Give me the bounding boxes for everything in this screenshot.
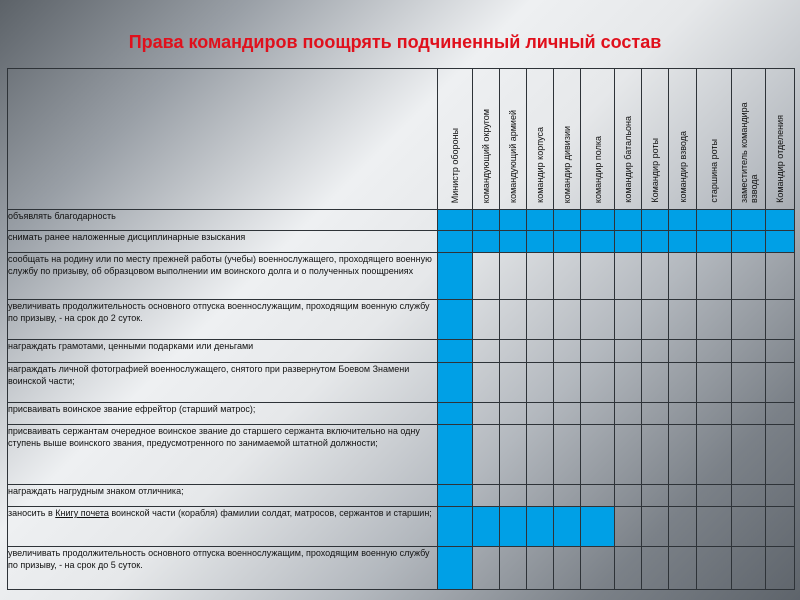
permission-cell-empty — [581, 340, 615, 363]
table-row — [8, 210, 795, 231]
permission-cell-allowed — [554, 231, 581, 253]
permission-cell-allowed — [697, 231, 732, 253]
column-label-8: командир взвода — [677, 131, 688, 203]
permission-cell-empty — [697, 363, 732, 403]
permission-cell-empty — [581, 425, 615, 485]
permission-cell-empty — [669, 253, 697, 300]
permission-cell-empty — [642, 340, 669, 363]
header-corner-cell — [8, 69, 438, 210]
column-label-10: заместитель командира взвода — [738, 102, 759, 203]
column-label-4: командир дивизии — [562, 125, 572, 203]
column-header-0 — [438, 69, 473, 210]
permission-cell-empty — [669, 547, 697, 590]
table-row — [8, 253, 795, 300]
permission-cell-empty — [642, 507, 669, 547]
permission-cell-empty — [697, 485, 732, 507]
permission-cell-empty — [732, 340, 766, 363]
permission-cell-empty — [554, 485, 581, 507]
column-header-11 — [766, 69, 795, 210]
permission-cell-allowed — [473, 507, 500, 547]
column-header-9 — [697, 69, 732, 210]
column-label-2: командующий армией — [508, 110, 518, 203]
column-header-10 — [732, 69, 766, 210]
permission-cell-allowed — [527, 210, 554, 231]
column-header-4 — [554, 69, 581, 210]
permission-cell-empty — [697, 300, 732, 340]
permission-cell-empty — [732, 363, 766, 403]
permission-cell-allowed — [500, 507, 527, 547]
permission-cell-empty — [581, 253, 615, 300]
permission-cell-allowed — [766, 231, 795, 253]
column-label-0: Министр обороны — [450, 127, 460, 203]
permission-cell-allowed — [527, 231, 554, 253]
permission-cell-empty — [642, 485, 669, 507]
permission-cell-empty — [615, 425, 642, 485]
permission-cell-allowed — [438, 253, 473, 300]
column-label-5: командир полка — [592, 135, 603, 203]
permission-cell-allowed — [554, 507, 581, 547]
permission-cell-empty — [473, 485, 500, 507]
permission-cell-empty — [473, 300, 500, 340]
permission-cell-empty — [527, 253, 554, 300]
permission-cell-empty — [473, 340, 500, 363]
permission-cell-empty — [554, 425, 581, 485]
permission-cell-empty — [697, 425, 732, 485]
permission-cell-empty — [732, 425, 766, 485]
column-header-7 — [642, 69, 669, 210]
permission-cell-empty — [642, 363, 669, 403]
permission-cell-empty — [732, 300, 766, 340]
permission-cell-allowed — [500, 231, 527, 253]
row-label: увеличивать продолжительность основного отпуска военнослужащим, проходящим военную службу по призыву, - на срок до 5 суток. — [8, 547, 438, 590]
column-label-7: Командир роты — [650, 138, 660, 203]
permission-cell-empty — [527, 425, 554, 485]
table-row — [8, 485, 795, 507]
permission-cell-empty — [554, 363, 581, 403]
permission-cell-allowed — [615, 231, 642, 253]
column-header-5 — [581, 69, 615, 210]
permission-cell-allowed — [438, 300, 473, 340]
permission-cell-empty — [473, 547, 500, 590]
permission-cell-empty — [500, 547, 527, 590]
permission-cell-empty — [766, 507, 795, 547]
permission-cell-empty — [500, 300, 527, 340]
permission-cell-empty — [615, 547, 642, 590]
column-header-6 — [615, 69, 642, 210]
permission-cell-allowed — [500, 210, 527, 231]
permission-cell-allowed — [642, 210, 669, 231]
permission-cell-empty — [615, 507, 642, 547]
permission-cell-empty — [669, 403, 697, 425]
permission-cell-empty — [615, 253, 642, 300]
permission-cell-empty — [554, 547, 581, 590]
permission-cell-empty — [766, 403, 795, 425]
permission-cell-allowed — [438, 340, 473, 363]
permission-cell-allowed — [581, 210, 615, 231]
permission-cell-empty — [732, 507, 766, 547]
permission-cell-empty — [473, 403, 500, 425]
permission-cell-empty — [615, 363, 642, 403]
page-title: Права командиров поощрять подчиненный личный состав — [128, 32, 662, 52]
table-row — [8, 300, 795, 340]
permission-cell-allowed — [581, 231, 615, 253]
table-row — [8, 547, 795, 590]
row-text-before: заносить в — [8, 508, 56, 518]
permission-cell-empty — [500, 403, 527, 425]
permission-cell-empty — [500, 340, 527, 363]
permission-cell-empty — [500, 425, 527, 485]
permission-cell-empty — [473, 253, 500, 300]
permission-cell-allowed — [554, 210, 581, 231]
permission-cell-empty — [697, 253, 732, 300]
permission-cell-empty — [766, 425, 795, 485]
permission-cell-empty — [642, 425, 669, 485]
column-header-3 — [527, 69, 554, 210]
permission-cell-empty — [697, 547, 732, 590]
permission-cell-empty — [766, 547, 795, 590]
permission-cell-empty — [473, 425, 500, 485]
permission-cell-empty — [732, 485, 766, 507]
permission-cell-empty — [732, 547, 766, 590]
row-label: награждать грамотами, ценными подарками или деньгами — [8, 340, 438, 363]
permission-cell-empty — [527, 403, 554, 425]
permission-cell-allowed — [438, 210, 473, 231]
permission-cell-empty — [473, 363, 500, 403]
permission-cell-empty — [554, 340, 581, 363]
row-label: сообщать на родину или по месту прежней работы (учебы) военнослужащего, проходящего военную службу по призыву, об образцовом выполнении им воинского долга и о полученных поощрениях — [8, 253, 438, 300]
permission-cell-empty — [669, 425, 697, 485]
permission-cell-allowed — [473, 231, 500, 253]
permission-cell-empty — [766, 485, 795, 507]
row-label: награждать личной фотографией военнослужащего, снятого при развернутом Боевом Знамени воинской части; — [8, 363, 438, 403]
column-label-6: командир батальона — [623, 116, 633, 203]
row-label: увеличивать продолжительность основного отпуска военнослужащим, проходящим военную службу по призыву, - на срок до 2 суток. — [8, 300, 438, 340]
permission-cell-empty — [527, 363, 554, 403]
table-row — [8, 231, 795, 253]
column-label-11: Командир отделения — [775, 115, 785, 203]
permission-cell-empty — [766, 300, 795, 340]
permission-cell-allowed — [642, 231, 669, 253]
permission-cell-empty — [669, 300, 697, 340]
permission-cell-empty — [642, 253, 669, 300]
permission-cell-allowed — [697, 210, 732, 231]
permission-cell-empty — [766, 340, 795, 363]
permission-cell-empty — [527, 547, 554, 590]
permission-cell-allowed — [473, 210, 500, 231]
permission-cell-empty — [697, 507, 732, 547]
row-label: снимать ранее наложенные дисциплинарные взыскания — [8, 231, 438, 253]
permission-cell-empty — [669, 507, 697, 547]
permission-cell-empty — [642, 403, 669, 425]
permission-cell-allowed — [438, 363, 473, 403]
permission-cell-empty — [669, 340, 697, 363]
permission-cell-empty — [732, 253, 766, 300]
row-text-after: воинской части (корабля) фамилии солдат, матросов, сержантов и старшин; — [108, 508, 432, 518]
permission-cell-allowed — [669, 231, 697, 253]
permission-cell-allowed — [527, 507, 554, 547]
permission-cell-empty — [554, 403, 581, 425]
permission-cell-empty — [642, 547, 669, 590]
permission-cell-allowed — [438, 485, 473, 507]
column-label-9: старшина роты — [709, 139, 719, 203]
permission-cell-empty — [500, 363, 527, 403]
table-row — [8, 363, 795, 403]
permission-cell-empty — [697, 403, 732, 425]
permission-cell-empty — [766, 253, 795, 300]
permission-cell-empty — [581, 403, 615, 425]
permission-cell-empty — [581, 485, 615, 507]
permission-cell-empty — [527, 300, 554, 340]
row-label: награждать нагрудным знаком отличника; — [8, 485, 438, 507]
row-label: присваивать воинское звание ефрейтор (старший матрос); — [8, 403, 438, 425]
row-label: объявлять благодарность — [8, 210, 438, 231]
permission-cell-allowed — [438, 547, 473, 590]
permission-cell-allowed — [732, 210, 766, 231]
rights-table — [7, 68, 795, 590]
permission-cell-empty — [615, 403, 642, 425]
permission-cell-empty — [527, 340, 554, 363]
permission-cell-empty — [500, 485, 527, 507]
table-row — [8, 340, 795, 363]
permission-cell-empty — [732, 403, 766, 425]
column-header-8 — [669, 69, 697, 210]
permission-cell-allowed — [438, 425, 473, 485]
row-label — [8, 507, 438, 547]
permission-cell-allowed — [438, 403, 473, 425]
column-label-3: командир корпуса — [535, 127, 545, 203]
permission-cell-empty — [697, 340, 732, 363]
permission-cell-allowed — [438, 507, 473, 547]
permission-cell-allowed — [615, 210, 642, 231]
permission-cell-empty — [554, 253, 581, 300]
book-of-honor-link[interactable]: Книгу почета — [55, 508, 109, 518]
permission-cell-empty — [581, 547, 615, 590]
permission-cell-empty — [642, 300, 669, 340]
row-label: присваивать сержантам очередное воинское звание до старшего сержанта включительно на одну ступень выше воинского звания, предусмотренного по занимаемой штатной должности; — [8, 425, 438, 485]
column-header-2 — [500, 69, 527, 210]
permission-cell-empty — [554, 300, 581, 340]
table-row — [8, 425, 795, 485]
header-row — [8, 69, 795, 210]
permission-cell-empty — [615, 485, 642, 507]
column-label-1: командующий округом — [481, 108, 491, 203]
permission-cell-empty — [669, 363, 697, 403]
permission-cell-empty — [669, 485, 697, 507]
permission-cell-empty — [500, 253, 527, 300]
permission-cell-empty — [615, 300, 642, 340]
permission-cell-allowed — [581, 507, 615, 547]
permission-cell-empty — [581, 300, 615, 340]
permission-cell-empty — [581, 363, 615, 403]
permission-cell-allowed — [669, 210, 697, 231]
permission-cell-allowed — [732, 231, 766, 253]
permission-cell-empty — [615, 340, 642, 363]
permission-cell-empty — [766, 363, 795, 403]
table-row — [8, 403, 795, 425]
permission-cell-empty — [527, 485, 554, 507]
permission-cell-allowed — [438, 231, 473, 253]
table-row — [8, 507, 795, 547]
permission-cell-allowed — [766, 210, 795, 231]
column-header-1 — [473, 69, 500, 210]
